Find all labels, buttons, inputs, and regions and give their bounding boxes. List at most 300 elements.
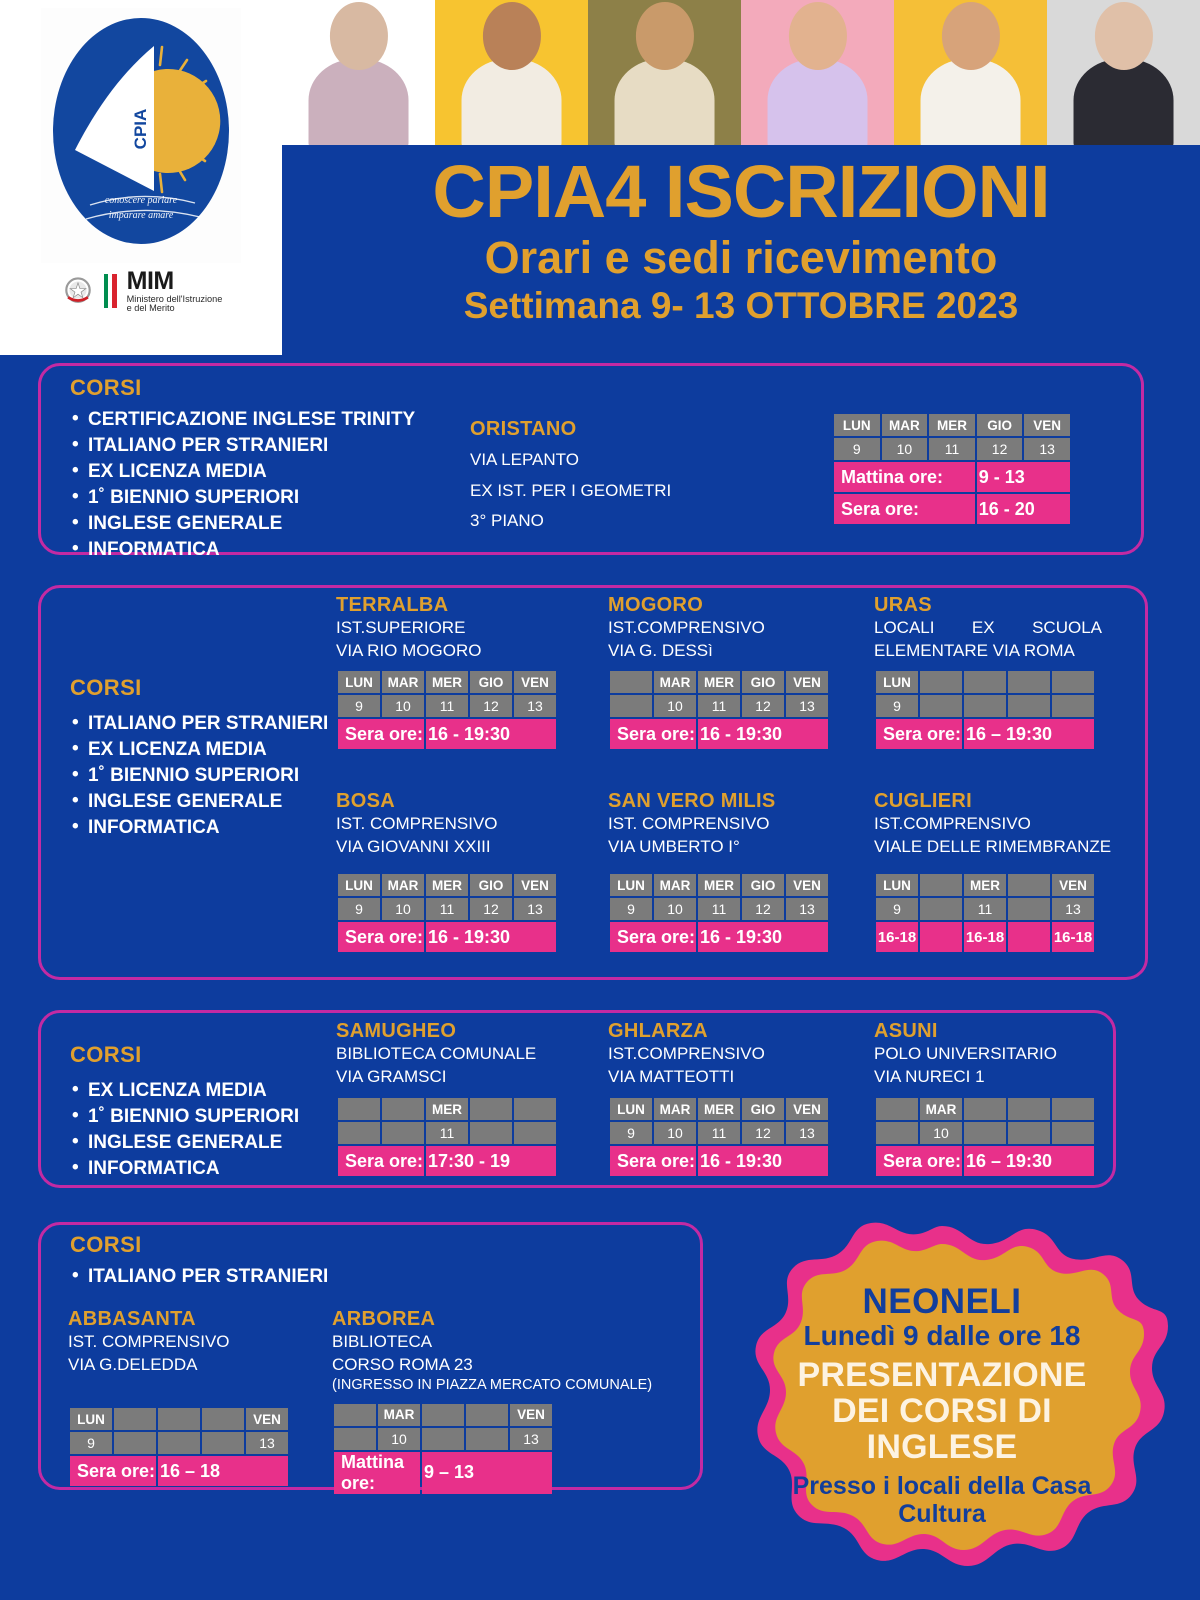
date-cell: 10 (920, 1122, 962, 1144)
ministry-logo (60, 269, 223, 313)
hours-cell (920, 922, 962, 952)
table-row-dates (610, 898, 828, 920)
table-row-hours (610, 1146, 828, 1176)
venue-name: MOGORO (608, 594, 704, 616)
day-cell (920, 874, 962, 896)
venue-address-line: IST.SUPERIORE (336, 618, 466, 637)
day-cell: VEN (1024, 414, 1070, 436)
corsi-item: • ITALIANO PER STRANIERI (70, 711, 328, 737)
hours-value: 16 - 19:30 (698, 922, 828, 952)
burst-headline-1: PRESENTAZIONE (797, 1355, 1087, 1394)
date-cell: 11 (929, 438, 975, 460)
corsi-item: • CERTIFICAZIONE INGLESE TRINITY (70, 407, 415, 433)
day-cell (470, 1098, 512, 1120)
corsi-heading: CORSI (70, 1042, 142, 1067)
date-cell (338, 1122, 380, 1144)
day-cell: MAR (920, 1098, 962, 1120)
photo-panel-6 (1047, 0, 1200, 145)
day-cell (1052, 1098, 1094, 1120)
day-cell: MAR (654, 874, 696, 896)
day-cell: VEN (1052, 874, 1094, 896)
day-cell (514, 1098, 556, 1120)
corsi-item: • 1˚ BIENNIO SUPERIORI (70, 763, 328, 789)
date-cell (964, 1122, 1006, 1144)
header-photo-strip (282, 0, 1200, 145)
day-cell: VEN (246, 1408, 288, 1430)
day-cell: VEN (514, 671, 556, 693)
day-cell: GIO (977, 414, 1023, 436)
venue-name: CUGLIERI (874, 790, 972, 812)
date-cell (1008, 1122, 1050, 1144)
day-cell (158, 1408, 200, 1430)
venue-name: GHLARZA (608, 1020, 708, 1042)
date-cell (920, 695, 962, 717)
corsi-block-2 (70, 675, 328, 841)
date-cell: 13 (1052, 898, 1094, 920)
corsi-heading: CORSI (70, 1232, 142, 1257)
hours-cell: 16-18 (964, 922, 1006, 952)
burst-title: NEONELI (862, 1281, 1022, 1321)
table-row-dates (876, 898, 1094, 920)
venue-address-line: 3° PIANO (470, 511, 544, 531)
day-cell: LUN (610, 874, 652, 896)
table-row-dates (610, 695, 828, 717)
day-cell (202, 1408, 244, 1430)
venue-address-line: IST.COMPRENSIVO (874, 814, 1031, 833)
day-cell: LUN (876, 671, 918, 693)
date-cell (1052, 1122, 1094, 1144)
venue-address-line: ELEMENTARE VIA ROMA (874, 640, 1075, 660)
date-cell: 11 (426, 898, 468, 920)
svg-text:imparare amare: imparare amare (108, 209, 174, 221)
schedule-table-samugheo (336, 1096, 558, 1178)
date-cell (466, 1428, 508, 1450)
hours-label: Sera ore: (610, 922, 696, 952)
table-row-hours (610, 719, 828, 749)
date-cell (382, 1122, 424, 1144)
venue-abbasanta (68, 1308, 290, 1488)
hours-value: 16 - 20 (977, 494, 1070, 524)
venue-address-line: CORSO ROMA 23 (332, 1354, 473, 1374)
corsi-block-1 (70, 375, 415, 563)
date-cell: 13 (510, 1428, 552, 1450)
date-cell: 9 (338, 695, 380, 717)
hours-label: Sera ore: (876, 1146, 962, 1176)
hours-cell (1008, 922, 1050, 952)
day-cell: GIO (742, 1098, 784, 1120)
date-cell: 11 (698, 695, 740, 717)
venue-address-line: VIA G. DESSì (608, 640, 713, 660)
hours-label: Sera ore: (70, 1456, 156, 1486)
corsi-item: • ITALIANO PER STRANIERI (70, 1264, 328, 1290)
table-row-hours (338, 1146, 556, 1176)
burst-location-1: Presso i locali della Casa (792, 1472, 1092, 1500)
date-cell (202, 1432, 244, 1454)
date-cell: 12 (470, 898, 512, 920)
table-row-hours (338, 922, 556, 952)
day-cell: MER (929, 414, 975, 436)
date-cell: 10 (654, 1122, 696, 1144)
day-cell (114, 1408, 156, 1430)
date-cell: 11 (698, 898, 740, 920)
corsi-heading: CORSI (70, 675, 142, 700)
hours-value: 16 - 19:30 (698, 719, 828, 749)
day-cell: LUN (70, 1408, 112, 1430)
venue-uras (874, 594, 1102, 751)
table-row-days (610, 671, 828, 693)
day-cell: VEN (514, 874, 556, 896)
poster-subtitle: Orari e sedi ricevimento (484, 232, 998, 283)
date-cell: 10 (378, 1428, 420, 1450)
corsi-item: • ITALIANO PER STRANIERI (70, 433, 415, 459)
day-cell (1008, 874, 1050, 896)
venue-samugheo (336, 1020, 558, 1178)
schedule-table-terralba (336, 669, 558, 751)
venue-address-line: IST. COMPRENSIVO (336, 814, 498, 833)
corsi-block-3 (70, 1042, 299, 1182)
poster-week: Settimana 9- 13 OTTOBRE 2023 (463, 285, 1019, 327)
photo-panel-5 (894, 0, 1047, 145)
date-cell: 13 (1024, 438, 1070, 460)
date-cell: 10 (654, 695, 696, 717)
date-cell: 9 (834, 438, 880, 460)
poster-title: CPIA4 ISCRIZIONI (432, 150, 1050, 233)
day-cell: VEN (510, 1404, 552, 1426)
venue-mogoro (608, 594, 830, 751)
schedule-table-oristano (832, 412, 1072, 526)
date-cell: 11 (698, 1122, 740, 1144)
table-row-days (338, 874, 556, 896)
venue-address-line: IST. COMPRENSIVO (68, 1332, 230, 1351)
venue-address-line: VIA LEPANTO (470, 450, 579, 469)
date-cell (422, 1428, 464, 1450)
date-cell (470, 1122, 512, 1144)
day-cell: MER (426, 874, 468, 896)
day-cell (338, 1098, 380, 1120)
date-cell: 10 (382, 695, 424, 717)
logo-box (0, 0, 282, 355)
venue-note: (INGRESSO IN PIAZZA MERCATO COMUNALE) (332, 1377, 653, 1394)
table-row-dates (70, 1432, 288, 1454)
table-row-hours (338, 719, 556, 749)
venue-name: TERRALBA (336, 594, 449, 616)
day-cell (466, 1404, 508, 1426)
table-row-days (876, 874, 1094, 896)
venue-bosa (336, 790, 558, 954)
corsi-item: • EX LICENZA MEDIA (70, 737, 328, 763)
table-row-hours (876, 1146, 1094, 1176)
day-cell: LUN (610, 1098, 652, 1120)
day-cell: GIO (742, 671, 784, 693)
table-row-dates (338, 1122, 556, 1144)
ministry-acronym: MIM (126, 267, 174, 295)
table-row-days (610, 874, 828, 896)
venue-address-line: IST.COMPRENSIVO (608, 618, 765, 637)
hours-label: Sera ore: (338, 1146, 424, 1176)
burst-headline-3: INGLESE (866, 1427, 1018, 1466)
venue-address-line: VIA GIOVANNI XXIII (336, 836, 491, 856)
venue-name: ORISTANO (470, 418, 577, 440)
venue-terralba (336, 594, 558, 751)
date-cell (114, 1432, 156, 1454)
sail-sun-logo-icon (50, 13, 232, 259)
table-row-hours (70, 1456, 288, 1486)
day-cell (382, 1098, 424, 1120)
schedule-table-san-vero-milis (608, 872, 830, 954)
photo-panel-4 (741, 0, 894, 145)
hours-label: Sera ore: (610, 719, 696, 749)
schedule-table-cuglieri (874, 872, 1096, 954)
hours-label: Sera ore: (876, 719, 962, 749)
table-row-dates (876, 695, 1094, 717)
burst-when: Lunedì 9 dalle ore 18 (803, 1319, 1081, 1351)
corsi-item: • EX LICENZA MEDIA (70, 459, 415, 485)
italian-republic-emblem-icon (60, 273, 96, 309)
hours-value: 16 – 19:30 (964, 719, 1094, 749)
day-cell: MER (698, 874, 740, 896)
corsi-heading: CORSI (70, 375, 142, 400)
hours-value: 9 - 13 (977, 462, 1070, 492)
date-cell: 13 (514, 898, 556, 920)
corsi-item: • INGLESE GENERALE (70, 511, 415, 537)
hours-label: Sera ore: (338, 719, 424, 749)
corsi-item: • INFORMATICA (70, 537, 415, 563)
venue-address-line: VIA MATTEOTTI (608, 1066, 735, 1086)
date-cell: 10 (382, 898, 424, 920)
day-cell (964, 671, 1006, 693)
venue-ghlarza (608, 1020, 830, 1178)
photo-panel-1 (282, 0, 435, 145)
date-cell (514, 1122, 556, 1144)
venue-name: SAMUGHEO (336, 1020, 457, 1042)
day-cell (422, 1404, 464, 1426)
day-cell: LUN (338, 671, 380, 693)
corsi-list-1 (70, 407, 415, 563)
corsi-item: • INFORMATICA (70, 815, 328, 841)
hours-value: 16 – 18 (158, 1456, 288, 1486)
day-cell: LUN (876, 874, 918, 896)
corsi-list-3 (70, 1078, 299, 1182)
table-row-hours (834, 462, 1070, 492)
date-cell (334, 1428, 376, 1450)
hours-label: Sera ore: (610, 1146, 696, 1176)
venue-address-line: IST.COMPRENSIVO (608, 1044, 765, 1063)
hours-label: Mattina ore: (334, 1452, 420, 1494)
cpia-logo (41, 8, 241, 263)
date-cell: 11 (426, 1122, 468, 1144)
corsi-list-2 (70, 711, 328, 841)
day-cell: MER (698, 1098, 740, 1120)
schedule-table-bosa (336, 872, 558, 954)
corsi-item: • INGLESE GENERALE (70, 1130, 299, 1156)
venue-address-line: VIA G.DELEDDA (68, 1354, 198, 1374)
date-cell (158, 1432, 200, 1454)
date-cell (1008, 898, 1050, 920)
day-cell: MAR (882, 414, 928, 436)
corsi-item: • INGLESE GENERALE (70, 789, 328, 815)
date-cell: 9 (610, 1122, 652, 1144)
venue-address-line: BIBLIOTECA (332, 1332, 433, 1351)
corsi-block-4 (70, 1232, 328, 1290)
schedule-table-arborea (332, 1402, 554, 1496)
date-cell: 10 (654, 898, 696, 920)
day-cell: VEN (786, 1098, 828, 1120)
day-cell (876, 1098, 918, 1120)
schedule-table-mogoro (608, 669, 830, 751)
table-row-days (70, 1408, 288, 1430)
venue-address-line: POLO UNIVERSITARIO (874, 1044, 1057, 1063)
hours-value: 16 – 19:30 (964, 1146, 1094, 1176)
date-cell: 13 (514, 695, 556, 717)
venue-address-line: LOCALI EX SCUOLA (874, 618, 1102, 637)
day-cell: MAR (654, 1098, 696, 1120)
table-row-days (610, 1098, 828, 1120)
day-cell: MAR (382, 874, 424, 896)
date-cell: 12 (470, 695, 512, 717)
poster-header (0, 0, 1200, 355)
corsi-list-4 (70, 1264, 328, 1290)
hours-value: 9 – 13 (422, 1452, 552, 1494)
table-row-hours (876, 719, 1094, 749)
venue-address-line: VIA GRAMSCI (336, 1066, 447, 1086)
date-cell (876, 1122, 918, 1144)
venue-name: SAN VERO MILIS (608, 790, 776, 812)
day-cell (610, 671, 652, 693)
date-cell: 12 (742, 898, 784, 920)
table-row-dates (610, 1122, 828, 1144)
table-row-dates (334, 1428, 552, 1450)
table-row-days (834, 414, 1070, 436)
corsi-item: • 1˚ BIENNIO SUPERIORI (70, 485, 415, 511)
day-cell: MAR (654, 671, 696, 693)
venue-name: ABBASANTA (68, 1308, 196, 1330)
hours-value: 17:30 - 19 (426, 1146, 556, 1176)
date-cell (964, 695, 1006, 717)
italian-flag-icon (104, 274, 117, 308)
date-cell (920, 898, 962, 920)
schedule-table-ghlarza (608, 1096, 830, 1178)
hours-label: Mattina ore: (834, 462, 975, 492)
day-cell: MAR (378, 1404, 420, 1426)
corsi-item: • 1˚ BIENNIO SUPERIORI (70, 1104, 299, 1130)
date-cell: 9 (70, 1432, 112, 1454)
day-cell: GIO (742, 874, 784, 896)
day-cell (964, 1098, 1006, 1120)
day-cell: MAR (382, 671, 424, 693)
date-cell: 13 (786, 898, 828, 920)
venue-address-line: VIA RIO MOGORO (336, 640, 482, 660)
day-cell: MER (426, 1098, 468, 1120)
day-cell: MER (964, 874, 1006, 896)
day-cell (920, 671, 962, 693)
date-cell: 13 (786, 695, 828, 717)
ministry-line-2: e del Merito (126, 302, 175, 313)
date-cell (1052, 695, 1094, 717)
venue-asuni (874, 1020, 1096, 1178)
day-cell: MER (426, 671, 468, 693)
table-row-days (876, 671, 1094, 693)
table-row-hours (834, 494, 1070, 524)
date-cell: 12 (977, 438, 1023, 460)
day-cell (334, 1404, 376, 1426)
table-row-hours (334, 1452, 552, 1494)
table-row-dates (834, 438, 1070, 460)
date-cell (610, 695, 652, 717)
date-cell: 9 (610, 898, 652, 920)
venue-address-line: IST. COMPRENSIVO (608, 814, 770, 833)
day-cell (1008, 1098, 1050, 1120)
day-cell: VEN (786, 874, 828, 896)
venue-name: BOSA (336, 790, 395, 812)
hours-label: Sera ore: (834, 494, 975, 524)
table-row-dates (876, 1122, 1094, 1144)
schedule-table-asuni (874, 1096, 1096, 1178)
table-row-days (338, 1098, 556, 1120)
hours-label: Sera ore: (338, 922, 424, 952)
photo-panel-3 (588, 0, 741, 145)
venue-arborea (332, 1308, 652, 1496)
photo-panel-2 (435, 0, 588, 145)
svg-text:conoscere parlare: conoscere parlare (104, 194, 178, 206)
title-band (282, 145, 1200, 355)
venue-oristano (470, 418, 671, 533)
corsi-item: • INFORMATICA (70, 1156, 299, 1182)
date-cell: 9 (876, 695, 918, 717)
burst-headline-2: DEI CORSI DI (832, 1391, 1052, 1430)
venue-name: ASUNI (874, 1020, 938, 1042)
burst-location-2: Cultura (898, 1499, 986, 1528)
date-cell: 9 (338, 898, 380, 920)
day-cell: GIO (470, 874, 512, 896)
day-cell: MER (698, 671, 740, 693)
day-cell (1008, 671, 1050, 693)
day-cell: LUN (834, 414, 880, 436)
venue-name: URAS (874, 594, 932, 616)
date-cell: 11 (964, 898, 1006, 920)
table-row-days (334, 1404, 552, 1426)
date-cell: 9 (876, 898, 918, 920)
day-cell: VEN (786, 671, 828, 693)
neoneli-starburst-badge (716, 1222, 1168, 1590)
venue-name: ARBOREA (332, 1308, 436, 1330)
day-cell: GIO (470, 671, 512, 693)
venue-address-line: VIA NURECI 1 (874, 1066, 985, 1086)
date-cell (1008, 695, 1050, 717)
table-row-dates (338, 695, 556, 717)
hours-value: 16 - 19:30 (426, 719, 556, 749)
day-cell: LUN (338, 874, 380, 896)
day-cell (1052, 671, 1094, 693)
table-row-hours (876, 922, 1094, 952)
venue-address-line: BIBLIOTECA COMUNALE (336, 1044, 537, 1063)
schedule-table-uras (874, 669, 1096, 751)
date-cell: 11 (426, 695, 468, 717)
hours-cell: 16-18 (876, 922, 918, 952)
corsi-item: • EX LICENZA MEDIA (70, 1078, 299, 1104)
venue-address-line: VIALE DELLE RIMEMBRANZE (874, 836, 1112, 856)
schedule-table-abbasanta (68, 1406, 290, 1488)
hours-cell: 16-18 (1052, 922, 1094, 952)
svg-text:CPIA: CPIA (131, 108, 150, 149)
hours-value: 16 - 19:30 (426, 922, 556, 952)
date-cell: 12 (742, 695, 784, 717)
table-row-dates (338, 898, 556, 920)
table-row-hours (610, 922, 828, 952)
hours-value: 16 - 19:30 (698, 1146, 828, 1176)
table-row-days (338, 671, 556, 693)
date-cell: 10 (882, 438, 928, 460)
venue-san-vero-milis (608, 790, 830, 954)
